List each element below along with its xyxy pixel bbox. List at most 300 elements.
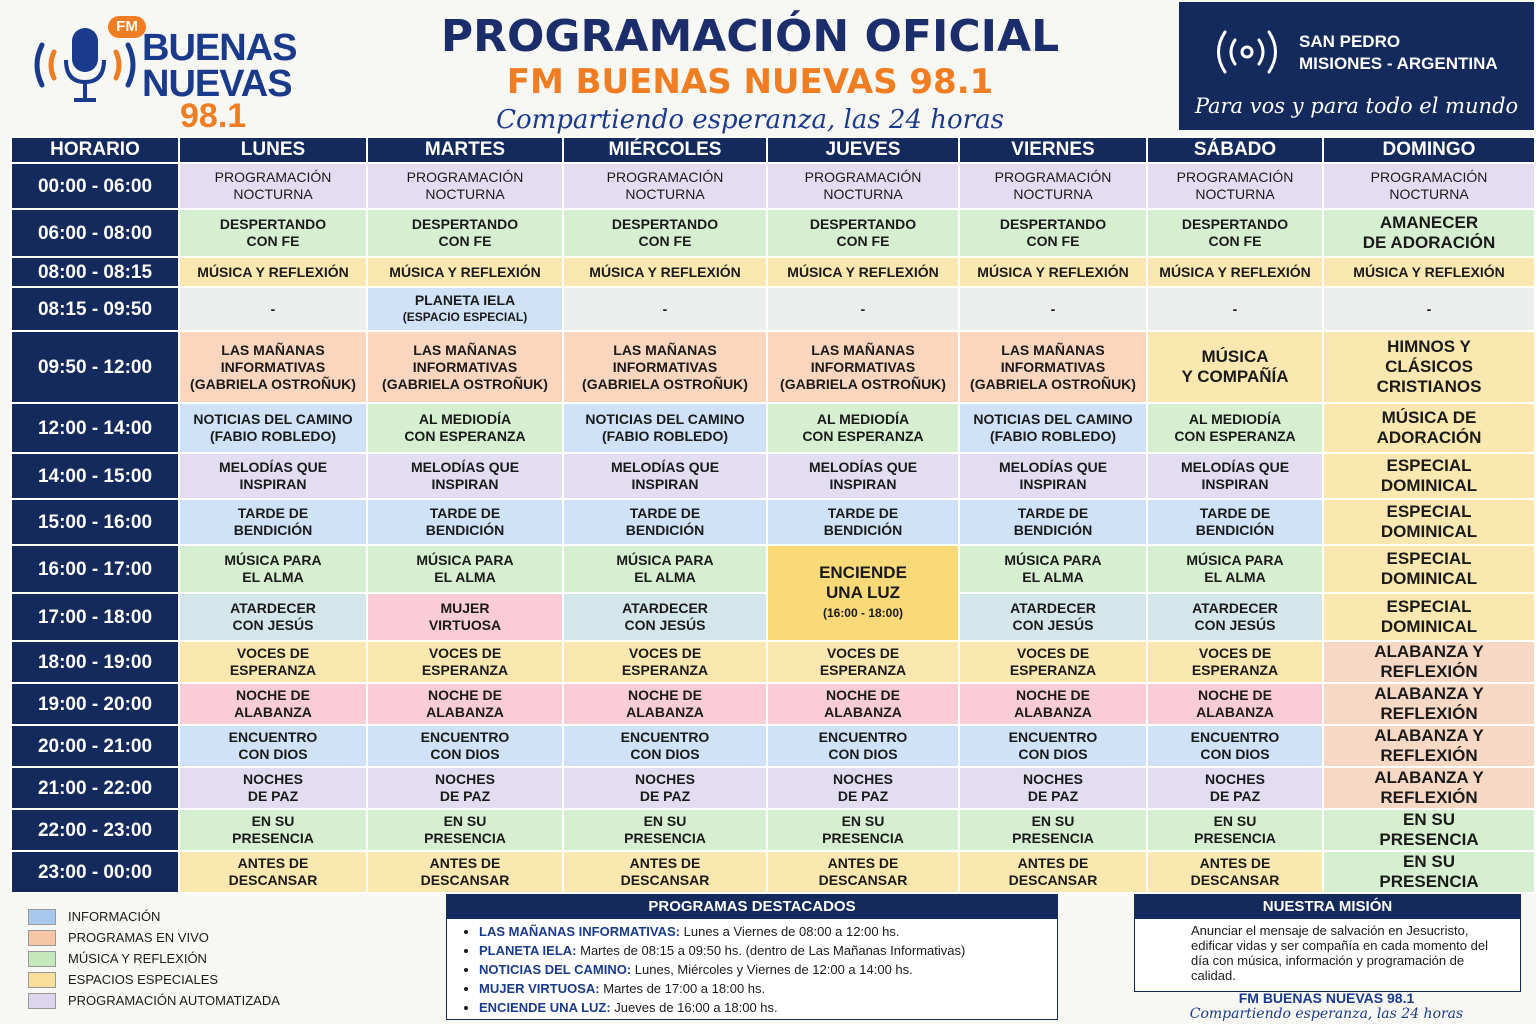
program-name-line: MELODÍAS QUE [218, 459, 328, 475]
program-name-line: PROGRAMACIÓN [606, 169, 724, 185]
logo-line1: BUENAS [142, 27, 297, 69]
program-name-line: CON FE [836, 233, 890, 249]
program-name-line: DE PAZ [1027, 788, 1079, 804]
program-name-line: EN SU [1403, 852, 1455, 871]
program-name-line: MÚSICA PARA [1186, 552, 1284, 568]
program-cell [179, 809, 367, 851]
legend-label: ESPACIOS ESPECIALES [68, 972, 219, 987]
program-cell [767, 331, 959, 403]
program-name-line: NOCTURNA [625, 186, 705, 202]
program-name-line: UNA LUZ [826, 583, 900, 602]
program-cell [1147, 851, 1323, 893]
time-slot: 09:50 - 12:00 [11, 331, 179, 403]
program-name-line: ALABANZA [426, 704, 504, 720]
program-name-line: NOCTURNA [1013, 186, 1093, 202]
page-tagline: Compartiendo esperanza, las 24 horas [496, 105, 1004, 135]
program-name-line: DE PAZ [1209, 788, 1261, 804]
program-name-line: INSPIRAN [1019, 476, 1087, 492]
program-name-line: ANTES DE [629, 855, 701, 871]
program-cell [179, 209, 367, 257]
featured-program-name: MUJER VIRTUOSA: [479, 981, 600, 996]
program-name-line: NOCHES [635, 771, 695, 787]
program-note: (ESPACIO ESPECIAL) [402, 310, 528, 324]
program-name-line: NOCTURNA [425, 186, 505, 202]
program-cell [1323, 499, 1535, 545]
program-name-line: EN SU [841, 813, 885, 829]
column-header-day: JUEVES [767, 137, 959, 163]
program-name-line: NOCHE DE [628, 687, 702, 703]
program-cell [179, 403, 367, 453]
time-slot: 22:00 - 23:00 [11, 809, 179, 851]
program-cell [959, 453, 1147, 499]
program-name-line: CLÁSICOS [1385, 357, 1473, 376]
program-name-line: PROGRAMACIÓN [804, 169, 922, 185]
program-cell [1323, 641, 1535, 683]
program-cell [367, 257, 563, 287]
program-name-line: INSPIRAN [239, 476, 307, 492]
broadcast-icon [1207, 22, 1287, 82]
program-note: (16:00 - 18:00) [822, 606, 904, 620]
program-cell [1323, 209, 1535, 257]
program-name-line: ATARDECER [230, 600, 316, 616]
legend-item [28, 990, 280, 1011]
program-name-line: ENCIENDE [819, 563, 907, 582]
program-cell [959, 725, 1147, 767]
schedule-row [11, 257, 1535, 287]
program-cell [959, 809, 1147, 851]
program-name-line: MELODÍAS QUE [998, 459, 1108, 475]
program-name-line: EL ALMA [1204, 569, 1266, 585]
program-name-line: DE ADORACIÓN [1362, 233, 1496, 252]
program-name-line: PROGRAMACIÓN [214, 169, 332, 185]
program-name-line: HIMNOS Y [1387, 337, 1471, 356]
program-name-line: PRESENCIA [1379, 872, 1479, 891]
program-name-line: INFORMATIVAS [1000, 358, 1106, 375]
program-cell [367, 683, 563, 725]
program-cell [367, 767, 563, 809]
program-name-line: ATARDECER [1192, 600, 1278, 616]
program-cell [563, 499, 767, 545]
program-cell [767, 545, 959, 641]
program-name-line: NOCHES [243, 771, 303, 787]
program-cell [767, 683, 959, 725]
legend-item [28, 906, 280, 927]
program-cell [767, 725, 959, 767]
time-slot: 06:00 - 08:00 [11, 209, 179, 257]
program-name-line: REFLEXIÓN [1380, 746, 1478, 765]
featured-program-detail: Lunes, Miércoles y Viernes de 12:00 a 14:00 hs. [631, 962, 913, 977]
program-name-line: ESPECIAL [1386, 549, 1472, 568]
featured-program-name: ENCIENDE UNA LUZ: [479, 1000, 611, 1015]
column-header-day: DOMINGO [1323, 137, 1535, 163]
program-name-line: ENCUENTRO [228, 729, 318, 745]
program-name-line: DESCANSAR [228, 872, 318, 888]
program-cell [367, 209, 563, 257]
program-name-line: PRESENCIA [424, 830, 506, 846]
program-name-line: REFLEXIÓN [1380, 788, 1478, 807]
program-name-line: PLANETA IELA [414, 292, 516, 308]
program-name-line: DESPERTANDO [611, 216, 719, 232]
program-name-line: (FABIO ROBLEDO) [602, 428, 728, 444]
footer [1134, 990, 1519, 1022]
time-slot: 16:00 - 17:00 [11, 545, 179, 593]
program-name-line: EN SU [1403, 810, 1455, 829]
program-name-line: TARDE DE [629, 505, 701, 521]
program-cell [1147, 331, 1323, 403]
program-cell [367, 403, 563, 453]
time-slot: 08:15 - 09:50 [11, 287, 179, 331]
program-cell [767, 257, 959, 287]
program-name-line: NOCHES [1023, 771, 1083, 787]
featured-item [479, 941, 1057, 960]
program-name-line: EN SU [1213, 813, 1257, 829]
program-name-line: INFORMATIVAS [810, 358, 916, 375]
footer-tagline: Compartiendo esperanza, las 24 horas [1189, 1006, 1464, 1022]
program-name-line: CON JESÚS [1194, 617, 1276, 633]
station-logo [30, 10, 320, 135]
program-cell [563, 683, 767, 725]
program-cell [563, 767, 767, 809]
program-cell [1147, 453, 1323, 499]
program-name-line: MÚSICA PARA [616, 552, 714, 568]
legend-swatch [28, 951, 56, 967]
program-cell [367, 545, 563, 593]
schedule-row [11, 641, 1535, 683]
program-name-line: (GABRIELA OSTROÑUK) [190, 375, 356, 392]
program-name-line: AMANECER [1379, 213, 1479, 232]
program-name-line: MÚSICA Y REFLEXIÓN [787, 263, 939, 280]
featured-title: PROGRAMAS DESTACADOS [447, 895, 1057, 919]
program-name-line: MÚSICA PARA [1004, 552, 1102, 568]
time-slot: 17:00 - 18:00 [11, 593, 179, 641]
program-name-line: NOCHE DE [236, 687, 310, 703]
program-cell [767, 809, 959, 851]
program-name-line: DESCANSAR [620, 872, 710, 888]
schedule-row [11, 683, 1535, 725]
schedule-row [11, 725, 1535, 767]
legend-label: PROGRAMAS EN VIVO [68, 930, 209, 945]
program-name-line: ATARDECER [1010, 600, 1096, 616]
featured-program-name: LAS MAÑANAS INFORMATIVAS: [479, 924, 681, 939]
program-name-line: ENCUENTRO [1008, 729, 1098, 745]
program-name-line: AL MEDIODÍA [1188, 411, 1282, 427]
program-name-line: DE PAZ [439, 788, 491, 804]
program-name-line: EL ALMA [1022, 569, 1084, 585]
program-cell [563, 403, 767, 453]
program-name-line: CON ESPERANZA [404, 428, 526, 444]
schedule-row [11, 809, 1535, 851]
program-name-line: DOMINICAL [1380, 522, 1478, 541]
featured-list [447, 922, 1057, 1017]
program-name-line: PRESENCIA [624, 830, 706, 846]
program-cell [179, 725, 367, 767]
program-name-line: EL ALMA [242, 569, 304, 585]
column-header-time: HORARIO [11, 137, 179, 163]
page-title: PROGRAMACIÓN OFICIAL [440, 11, 1060, 62]
program-name-line: MÚSICA DE [1381, 408, 1477, 427]
schedule-row [11, 453, 1535, 499]
column-header-day: MIÉRCOLES [563, 137, 767, 163]
program-name-line: DESCANSAR [1008, 872, 1098, 888]
schedule-row [11, 209, 1535, 257]
program-name-line: MÚSICA Y REFLEXIÓN [589, 263, 741, 280]
program-cell [1323, 767, 1535, 809]
program-cell [367, 453, 563, 499]
program-name-line: EN SU [1031, 813, 1075, 829]
program-cell [1323, 287, 1535, 331]
program-name-line: Y COMPAÑÍA [1181, 367, 1289, 386]
program-name-line: ALABANZA Y [1374, 726, 1484, 745]
program-name-line: ANTES DE [429, 855, 501, 871]
program-name-line: MÚSICA Y REFLEXIÓN [197, 263, 349, 280]
program-name-line: DOMINICAL [1380, 617, 1478, 636]
program-name-line: LAS MAÑANAS [413, 341, 517, 358]
program-name-line: ESPECIAL [1386, 502, 1472, 521]
program-name-line: DESPERTANDO [999, 216, 1107, 232]
program-cell [767, 163, 959, 209]
location-region: MISIONES - ARGENTINA [1299, 54, 1498, 73]
program-name-line: EN SU [251, 813, 295, 829]
program-name-line: MÚSICA Y REFLEXIÓN [389, 263, 541, 280]
program-cell [1323, 593, 1535, 641]
program-name-line: NOCHES [1205, 771, 1265, 787]
time-slot: 00:00 - 06:00 [11, 163, 179, 209]
legend-label: MÚSICA Y REFLEXIÓN [68, 951, 207, 966]
program-cell [367, 163, 563, 209]
program-cell [563, 725, 767, 767]
program-name-line: MÚSICA Y REFLEXIÓN [977, 263, 1129, 280]
program-name-line: VOCES DE [826, 645, 900, 661]
program-name-line: CON FE [638, 233, 692, 249]
program-name-line: ALABANZA [824, 704, 902, 720]
column-header-day: LUNES [179, 137, 367, 163]
footer-station: FM BUENAS NUEVAS 98.1 [1238, 990, 1415, 1006]
program-cell [367, 641, 563, 683]
program-cell [1147, 209, 1323, 257]
time-slot: 23:00 - 00:00 [11, 851, 179, 893]
program-name-line: CON FE [1208, 233, 1262, 249]
program-name-line: TARDE DE [429, 505, 501, 521]
program-name-line: (GABRIELA OSTROÑUK) [382, 375, 548, 392]
program-name-line: MELODÍAS QUE [808, 459, 918, 475]
program-cell [1323, 257, 1535, 287]
program-name-line: LAS MAÑANAS [1001, 341, 1105, 358]
program-name-line: CON DIOS [238, 746, 308, 762]
program-name-line: ALABANZA [234, 704, 312, 720]
program-name-line: ANTES DE [237, 855, 309, 871]
program-cell [367, 809, 563, 851]
time-slot: 19:00 - 20:00 [11, 683, 179, 725]
column-header-day: SÁBADO [1147, 137, 1323, 163]
program-cell [959, 163, 1147, 209]
program-cell [959, 209, 1147, 257]
program-name-line: INSPIRAN [431, 476, 499, 492]
program-name-line: NOCHE DE [826, 687, 900, 703]
program-cell [179, 499, 367, 545]
program-name-line: NOCHE DE [428, 687, 502, 703]
program-cell [767, 641, 959, 683]
time-slot: 15:00 - 16:00 [11, 499, 179, 545]
program-name-line: PRESENCIA [1194, 830, 1276, 846]
program-cell [367, 725, 563, 767]
program-name-line: NOCTURNA [233, 186, 313, 202]
program-name-line: - [1050, 300, 1056, 317]
program-name-line: (GABRIELA OSTROÑUK) [970, 375, 1136, 392]
program-name-line: VOCES DE [428, 645, 502, 661]
program-name-line: ENCUENTRO [620, 729, 710, 745]
program-name-line: ENCUENTRO [818, 729, 908, 745]
program-name-line: (FABIO ROBLEDO) [210, 428, 336, 444]
program-name-line: ENCUENTRO [420, 729, 510, 745]
location-city: SAN PEDRO [1299, 32, 1401, 51]
program-cell [959, 767, 1147, 809]
program-name-line: - [1232, 300, 1238, 317]
program-name-line: DOMINICAL [1380, 476, 1478, 495]
featured-item [479, 998, 1057, 1017]
legend-item [28, 948, 280, 969]
schedule-row [11, 287, 1535, 331]
program-name-line: MÚSICA Y REFLEXIÓN [1353, 263, 1505, 280]
program-name-line: LAS MAÑANAS [613, 341, 717, 358]
program-cell [563, 641, 767, 683]
program-name-line: ESPERANZA [1191, 662, 1279, 678]
program-cell [767, 767, 959, 809]
program-cell [179, 593, 367, 641]
program-name-line: ANTES DE [827, 855, 899, 871]
program-cell [1323, 403, 1535, 453]
schedule-row [11, 851, 1535, 893]
program-cell [563, 163, 767, 209]
program-name-line: DESPERTANDO [1181, 216, 1289, 232]
legend-swatch [28, 972, 56, 988]
program-name-line: BENDICIÓN [1195, 522, 1275, 538]
program-name-line: PROGRAMACIÓN [1370, 169, 1488, 185]
location-box [1179, 2, 1534, 130]
page-subtitle: FM BUENAS NUEVAS 98.1 [506, 62, 994, 102]
program-name-line: ESPERANZA [819, 662, 907, 678]
program-name-line: DESPERTANDO [809, 216, 917, 232]
program-name-line: AL MEDIODÍA [418, 411, 512, 427]
color-legend [28, 906, 280, 1011]
program-cell [1147, 403, 1323, 453]
program-name-line: NOTICIAS DEL CAMINO [973, 411, 1133, 427]
program-name-line: DE PAZ [247, 788, 299, 804]
program-cell [767, 453, 959, 499]
program-cell [563, 545, 767, 593]
program-name-line: BENDICIÓN [425, 522, 505, 538]
program-cell [367, 593, 563, 641]
time-slot: 08:00 - 08:15 [11, 257, 179, 287]
featured-program-detail: Lunes a Viernes de 08:00 a 12:00 hs. [680, 924, 900, 939]
program-name-line: - [860, 300, 866, 317]
program-cell [179, 257, 367, 287]
program-name-line: MELODÍAS QUE [410, 459, 520, 475]
program-name-line: TARDE DE [1017, 505, 1089, 521]
program-name-line: NOTICIAS DEL CAMINO [193, 411, 353, 427]
featured-item [479, 922, 1057, 941]
program-name-line: INSPIRAN [631, 476, 699, 492]
schedule-row [11, 767, 1535, 809]
schedule-row [11, 331, 1535, 403]
program-name-line: ALABANZA Y [1374, 642, 1484, 661]
program-cell [179, 683, 367, 725]
program-name-line: NOCTURNA [823, 186, 903, 202]
program-cell [179, 641, 367, 683]
program-name-line: VOCES DE [1016, 645, 1090, 661]
featured-item [479, 960, 1057, 979]
program-name-line: CON FE [246, 233, 300, 249]
program-name-line: CON FE [438, 233, 492, 249]
program-name-line: ANTES DE [1199, 855, 1271, 871]
program-cell [367, 331, 563, 403]
location-tagline: Para vos y para todo el mundo [1194, 94, 1519, 118]
program-name-line: DOMINICAL [1380, 569, 1478, 588]
featured-item [479, 979, 1057, 998]
logo-frequency: 98.1 [180, 97, 247, 135]
featured-program-name: NOTICIAS DEL CAMINO: [479, 962, 632, 977]
program-cell [179, 851, 367, 893]
program-name-line: DESCANSAR [1190, 872, 1280, 888]
program-cell [1147, 593, 1323, 641]
program-cell [179, 331, 367, 403]
program-name-line: DESCANSAR [818, 872, 908, 888]
program-cell [1323, 683, 1535, 725]
time-slot: 20:00 - 21:00 [11, 725, 179, 767]
schedule-row [11, 403, 1535, 453]
schedule-header-row [11, 137, 1535, 163]
program-name-line: CON JESÚS [232, 617, 314, 633]
program-name-line: MÚSICA PARA [224, 552, 322, 568]
program-cell [767, 403, 959, 453]
program-name-line: - [270, 300, 276, 317]
program-name-line: PRESENCIA [1012, 830, 1094, 846]
program-cell [959, 545, 1147, 593]
logo-fm-badge: FM [108, 16, 146, 38]
program-name-line: PRESENCIA [822, 830, 904, 846]
program-name-line: VOCES DE [1198, 645, 1272, 661]
legend-label: INFORMACIÓN [68, 909, 161, 924]
featured-program-detail: Jueves de 16:00 a 18:00 hs. [610, 1000, 778, 1015]
program-name-line: DESCANSAR [420, 872, 510, 888]
program-cell [767, 851, 959, 893]
program-name-line: ESPERANZA [621, 662, 709, 678]
program-name-line: DESPERTANDO [219, 216, 327, 232]
program-name-line: NOCTURNA [1195, 186, 1275, 202]
program-cell [1147, 641, 1323, 683]
program-name-line: (GABRIELA OSTROÑUK) [780, 375, 946, 392]
program-name-line: VOCES DE [628, 645, 702, 661]
program-cell [767, 287, 959, 331]
program-cell [959, 287, 1147, 331]
column-header-day: MARTES [367, 137, 563, 163]
program-name-line: INFORMATIVAS [220, 358, 326, 375]
mission-text: Anunciar el mensaje de salvación en Jesucristo, edificar vidas y ser compañía en cada momento del día con música, información y programación de calidad. [1191, 923, 1488, 983]
program-name-line: PROGRAMACIÓN [1176, 169, 1294, 185]
program-name-line: VOCES DE [236, 645, 310, 661]
legend-swatch [28, 930, 56, 946]
program-cell [367, 499, 563, 545]
program-name-line: ALABANZA [1196, 704, 1274, 720]
program-name-line: NOCHES [833, 771, 893, 787]
program-name-line: CON JESÚS [1012, 617, 1094, 633]
program-name-line: CON DIOS [630, 746, 700, 762]
program-cell [959, 499, 1147, 545]
program-name-line: TARDE DE [237, 505, 309, 521]
logo-line2: NUEVAS [142, 63, 292, 105]
program-name-line: ENCUENTRO [1190, 729, 1280, 745]
header-title-block [330, 12, 1170, 138]
program-cell [959, 257, 1147, 287]
